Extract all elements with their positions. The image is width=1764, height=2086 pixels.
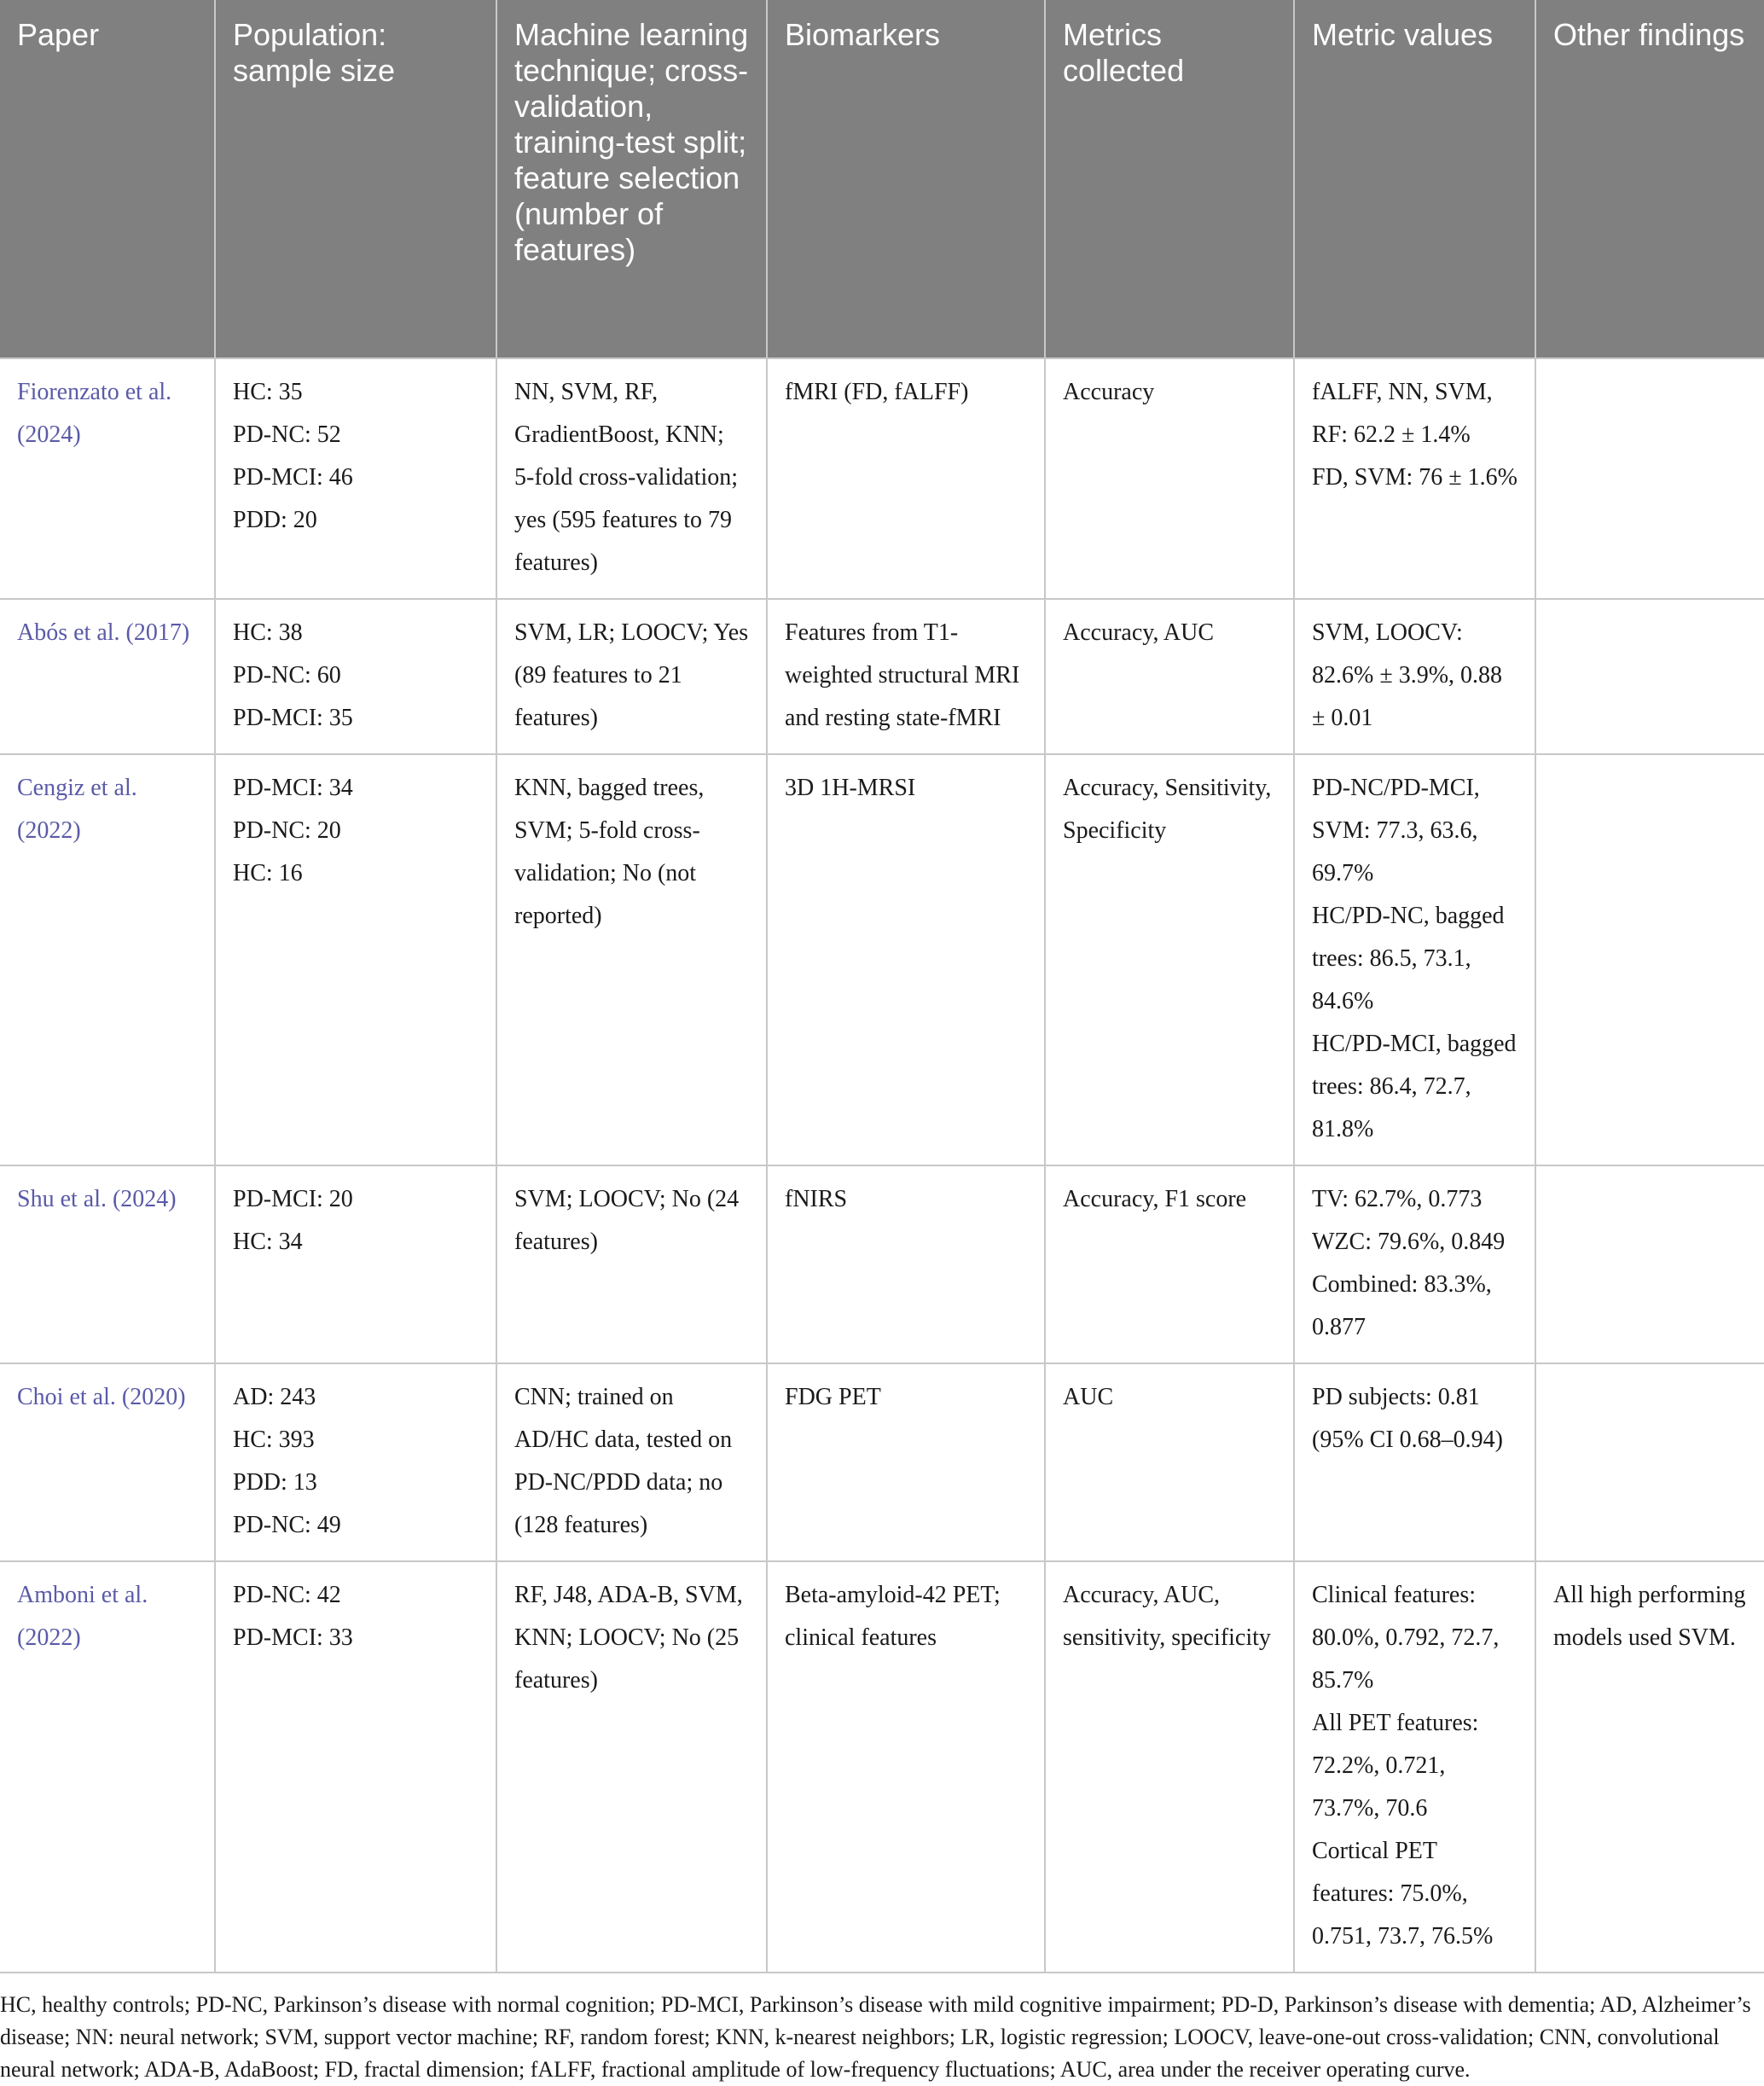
technique-text: SVM; LOOCV; No (24 features) <box>514 1186 740 1255</box>
paper-citation-link[interactable]: Cengiz et al. (2022) <box>17 775 137 844</box>
technique-text: NN, SVM, RF, GradientBoost, KNN; 5-fold cross-validation; yes (595 features to 79 features) <box>514 379 739 576</box>
population-item: PD-MCI: 35 <box>233 705 353 731</box>
paper-cell <box>0 1165 215 1363</box>
other-findings-cell <box>1535 754 1764 1165</box>
population-item: PDD: 20 <box>233 507 317 533</box>
population-item: PD-MCI: 46 <box>233 464 353 491</box>
population-item: HC: 38 <box>233 619 303 646</box>
paper-cell <box>0 754 215 1165</box>
biomarkers-cell <box>767 754 1045 1165</box>
technique-text: KNN, bagged trees, SVM; 5-fold cross-validation; No (not reported) <box>514 775 705 929</box>
metric-value-item: SVM, LOOCV: 82.6% ± 3.9%, 0.88 ± 0.01 <box>1312 619 1503 731</box>
technique-cell <box>496 1165 767 1363</box>
metrics-text: AUC <box>1063 1384 1114 1410</box>
paper-cell <box>0 599 215 754</box>
metrics-cell <box>1045 754 1294 1165</box>
population-cell <box>215 599 496 754</box>
metrics-text: Accuracy, AUC, sensitivity, specificity <box>1063 1582 1271 1651</box>
metrics-cell <box>1045 599 1294 754</box>
population-cell <box>215 1363 496 1561</box>
metric-value-item: HC/PD-MCI, bagged trees: 86.4, 72.7, 81.8% <box>1312 1031 1517 1142</box>
population-item: HC: 393 <box>233 1426 315 1453</box>
population-item: PD-MCI: 20 <box>233 1186 353 1212</box>
biomarkers-cell <box>767 1165 1045 1363</box>
biomarkers-text: fMRI (FD, fALFF) <box>785 379 969 405</box>
other-findings-cell <box>1535 1165 1764 1363</box>
population-item: PD-NC: 20 <box>233 817 341 844</box>
technique-cell <box>496 1561 767 1973</box>
table-row <box>0 1561 1764 1973</box>
metric-value-item: All PET features: 72.2%, 0.721, 73.7%, 70.6 <box>1312 1710 1479 1822</box>
population-cell <box>215 1165 496 1363</box>
header-metrics: Metrics collected <box>1045 0 1294 358</box>
metrics-text: Accuracy, F1 score <box>1063 1186 1247 1212</box>
biomarkers-text: fNIRS <box>785 1186 848 1212</box>
other-findings-cell <box>1535 1363 1764 1561</box>
other-findings-cell <box>1535 358 1764 599</box>
table-row <box>0 1363 1764 1561</box>
metric-value-item: fALFF, NN, SVM, RF: 62.2 ± 1.4% <box>1312 379 1493 448</box>
metric-value-item: FD, SVM: 76 ± 1.6% <box>1312 464 1517 491</box>
paper-citation-link[interactable]: Choi et al. (2020) <box>17 1384 186 1410</box>
metric-value-item: WZC: 79.6%, 0.849 <box>1312 1229 1506 1255</box>
paper-cell <box>0 358 215 599</box>
header-other: Other findings <box>1535 0 1764 358</box>
header-values: Metric values <box>1294 0 1535 358</box>
paper-citation-link[interactable]: Amboni et al. (2022) <box>17 1582 148 1651</box>
table-row <box>0 754 1764 1165</box>
metric-value-item: Clinical features: 80.0%, 0.792, 72.7, 85.7% <box>1312 1582 1500 1694</box>
biomarkers-cell <box>767 1363 1045 1561</box>
paper-citation-link[interactable]: Shu et al. (2024) <box>17 1186 177 1212</box>
metrics-cell <box>1045 1165 1294 1363</box>
metrics-cell <box>1045 1363 1294 1561</box>
biomarkers-text: FDG PET <box>785 1384 881 1410</box>
values-cell <box>1294 754 1535 1165</box>
other-findings-text: All high performing models used SVM. <box>1553 1582 1746 1651</box>
other-findings-cell <box>1535 599 1764 754</box>
population-item: PD-NC: 42 <box>233 1582 341 1608</box>
paper-citation-link[interactable]: Abós et al. (2017) <box>17 619 190 646</box>
header-row <box>0 0 1764 358</box>
values-cell <box>1294 1561 1535 1973</box>
biomarkers-text: Features from T1-weighted structural MRI and resting state-fMRI <box>785 619 1020 731</box>
population-item: PD-NC: 60 <box>233 662 341 689</box>
metrics-text: Accuracy <box>1063 379 1155 405</box>
table-footnote: HC, healthy controls; PD-NC, Parkinson’s disease with normal cognition; PD-MCI, Parkinson’s disease with mild cognitive impairment; PD-D, Parkinson’s disease with dementia; AD, Alzheimer’s disease; NN: neural network; SVM, support vector machine; RF, random forest; KNN, k-nearest neighbors; LR, logistic regression; LOOCV, leave-one-out cross-validation; CNN, convolutional neural network; ADA-B, AdaBoost; FD, fractal dimension; fALFF, fractional amplitude of low-frequency fluctuations; AUC, area under the receiver operating curve. <box>0 1992 1751 2082</box>
values-cell <box>1294 358 1535 599</box>
table-body <box>0 358 1764 1973</box>
header-population: Population: sample size <box>215 0 496 358</box>
paper-citation-link[interactable]: Fiorenzato et al. (2024) <box>17 379 172 448</box>
technique-cell <box>496 599 767 754</box>
metric-value-item: Combined: 83.3%, 0.877 <box>1312 1271 1492 1340</box>
metrics-cell <box>1045 358 1294 599</box>
population-item: HC: 16 <box>233 860 303 886</box>
technique-cell <box>496 754 767 1165</box>
metrics-text: Accuracy, Sensitivity, Specificity <box>1063 775 1272 844</box>
population-cell <box>215 1561 496 1973</box>
population-item: PDD: 13 <box>233 1469 317 1496</box>
population-item: HC: 35 <box>233 379 303 405</box>
population-item: HC: 34 <box>233 1229 303 1255</box>
values-cell <box>1294 1165 1535 1363</box>
technique-text: RF, J48, ADA-B, SVM, KNN; LOOCV; No (25 features) <box>514 1582 743 1694</box>
table-row <box>0 599 1764 754</box>
other-findings-cell <box>1535 1561 1764 1973</box>
table-row <box>0 358 1764 599</box>
paper-cell <box>0 1363 215 1561</box>
technique-cell <box>496 1363 767 1561</box>
metric-value-item: TV: 62.7%, 0.773 <box>1312 1186 1483 1212</box>
biomarkers-cell <box>767 358 1045 599</box>
population-cell <box>215 358 496 599</box>
population-item: PD-MCI: 34 <box>233 775 353 801</box>
biomarkers-text: 3D 1H-MRSI <box>785 775 916 801</box>
header-paper: Paper <box>0 0 215 358</box>
population-item: PD-MCI: 33 <box>233 1624 353 1651</box>
metric-value-item: PD subjects: 0.81 (95% CI 0.68–0.94) <box>1312 1384 1503 1453</box>
metrics-text: Accuracy, AUC <box>1063 619 1215 646</box>
biomarkers-text: Beta-amyloid-42 PET; clinical features <box>785 1582 1001 1651</box>
metric-value-item: HC/PD-NC, bagged trees: 86.5, 73.1, 84.6% <box>1312 903 1505 1014</box>
values-cell <box>1294 599 1535 754</box>
population-cell <box>215 754 496 1165</box>
biomarkers-cell <box>767 599 1045 754</box>
header-technique: Machine learning technique; cross-validation, training-test split; feature selection (number of features) <box>496 0 767 358</box>
metric-value-item: PD-NC/PD-MCI, SVM: 77.3, 63.6, 69.7% <box>1312 775 1480 886</box>
population-item: PD-NC: 49 <box>233 1512 341 1538</box>
biomarkers-cell <box>767 1561 1045 1973</box>
paper-cell <box>0 1561 215 1973</box>
population-item: AD: 243 <box>233 1384 316 1410</box>
table-row <box>0 1165 1764 1363</box>
metric-value-item: Cortical PET features: 75.0%, 0.751, 73.7, 76.5% <box>1312 1838 1494 1949</box>
population-item: PD-NC: 52 <box>233 421 341 448</box>
header-biomarkers: Biomarkers <box>767 0 1045 358</box>
metrics-cell <box>1045 1561 1294 1973</box>
technique-cell <box>496 358 767 599</box>
technique-text: SVM, LR; LOOCV; Yes (89 features to 21 features) <box>514 619 749 731</box>
values-cell <box>1294 1363 1535 1561</box>
technique-text: CNN; trained on AD/HC data, tested on PD-NC/PDD data; no (128 features) <box>514 1384 733 1538</box>
